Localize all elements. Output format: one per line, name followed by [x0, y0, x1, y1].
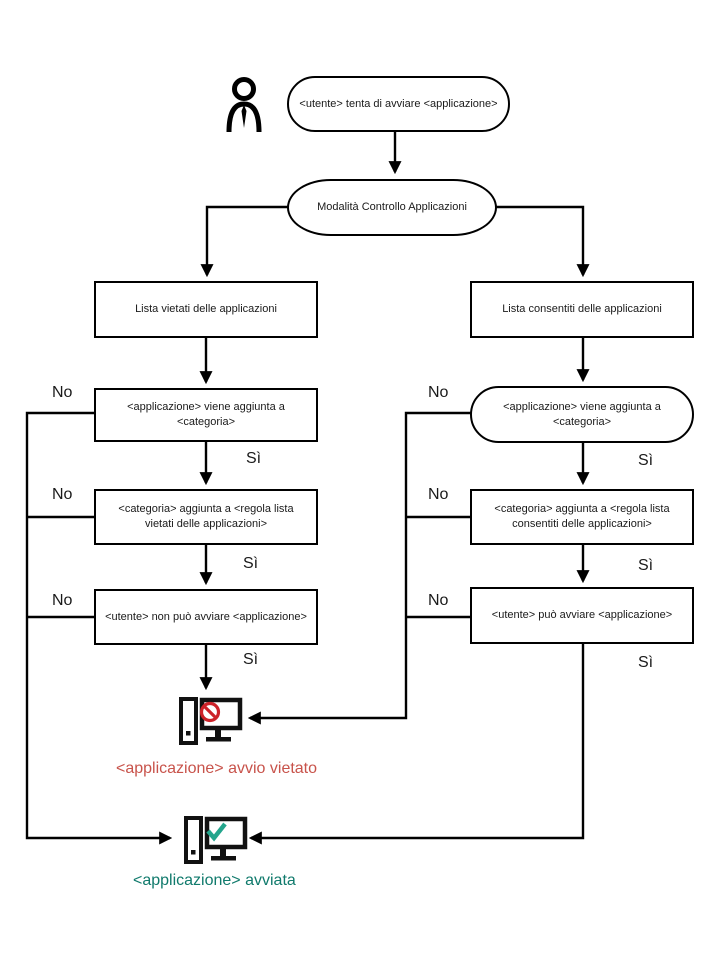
node-mode: [287, 179, 497, 236]
no-label-allow-3: No: [428, 592, 449, 609]
result-allowed: <applicazione> avviata: [133, 872, 296, 889]
app-blocked-icon: [181, 699, 240, 743]
yes-label-deny-3: Sì: [243, 651, 259, 668]
node-allow-category-rule-label: <categoria> aggiunta a <regola lista consentiti delle applicazioni>: [494, 503, 670, 530]
node-deny-category-rule: [94, 489, 318, 545]
node-mode-label: Modalità Controllo Applicazioni: [317, 201, 467, 214]
prohibition-sign: [202, 704, 219, 721]
no-label-allow-1: No: [428, 384, 449, 401]
node-allowlist-label: Lista consentiti delle applicazioni: [502, 303, 662, 316]
edge-allow-yes-3-to-allowed: [251, 644, 583, 838]
node-allow-app-category: [470, 386, 694, 443]
edge-right-no-trunk: [250, 413, 471, 718]
node-allowlist: [470, 281, 694, 338]
no-label-deny-2: No: [52, 486, 73, 503]
node-denylist: [94, 281, 318, 338]
node-start-label: <utente> tenta di avviare <applicazione>: [299, 97, 498, 110]
result-denied: <applicazione> avvio vietato: [116, 760, 318, 777]
node-deny-app-category-label: <applicazione> viene aggiunta a <categoria>: [127, 401, 285, 428]
no-label-deny-3: No: [52, 592, 73, 609]
node-allow-user-can: [470, 587, 694, 644]
yes-label-allow-1: Sì: [638, 452, 654, 469]
yes-label-allow-3: Sì: [638, 654, 654, 671]
no-label-allow-2: No: [428, 486, 449, 503]
node-denylist-label: Lista vietati delle applicazioni: [135, 303, 277, 316]
edges: [27, 131, 583, 838]
node-deny-category-rule-label: <categoria> aggiunta a <regola lista vietati delle applicazioni>: [118, 503, 294, 530]
yes-label-deny-2: Sì: [243, 555, 259, 572]
user-icon: [229, 80, 259, 133]
app-started-icon: [186, 818, 245, 862]
edge-mode-to-denylist: [207, 207, 288, 275]
node-allow-app-category-label: <applicazione> viene aggiunta a <categoria>: [503, 400, 661, 428]
edge-mode-to-allowlist: [496, 207, 583, 275]
node-allow-user-can-label: <utente> può avviare <applicazione>: [491, 609, 673, 622]
no-label-deny-1: No: [52, 384, 73, 401]
node-deny-user-cannot-label: <utente> non può avviare <applicazione>: [105, 610, 307, 623]
node-allow-category-rule: [470, 489, 694, 545]
node-deny-app-category: [94, 388, 318, 442]
yes-label-allow-2: Sì: [638, 557, 654, 574]
node-start: [287, 76, 510, 132]
yes-label-deny-1: Sì: [246, 450, 262, 467]
node-deny-user-cannot: [94, 589, 318, 645]
